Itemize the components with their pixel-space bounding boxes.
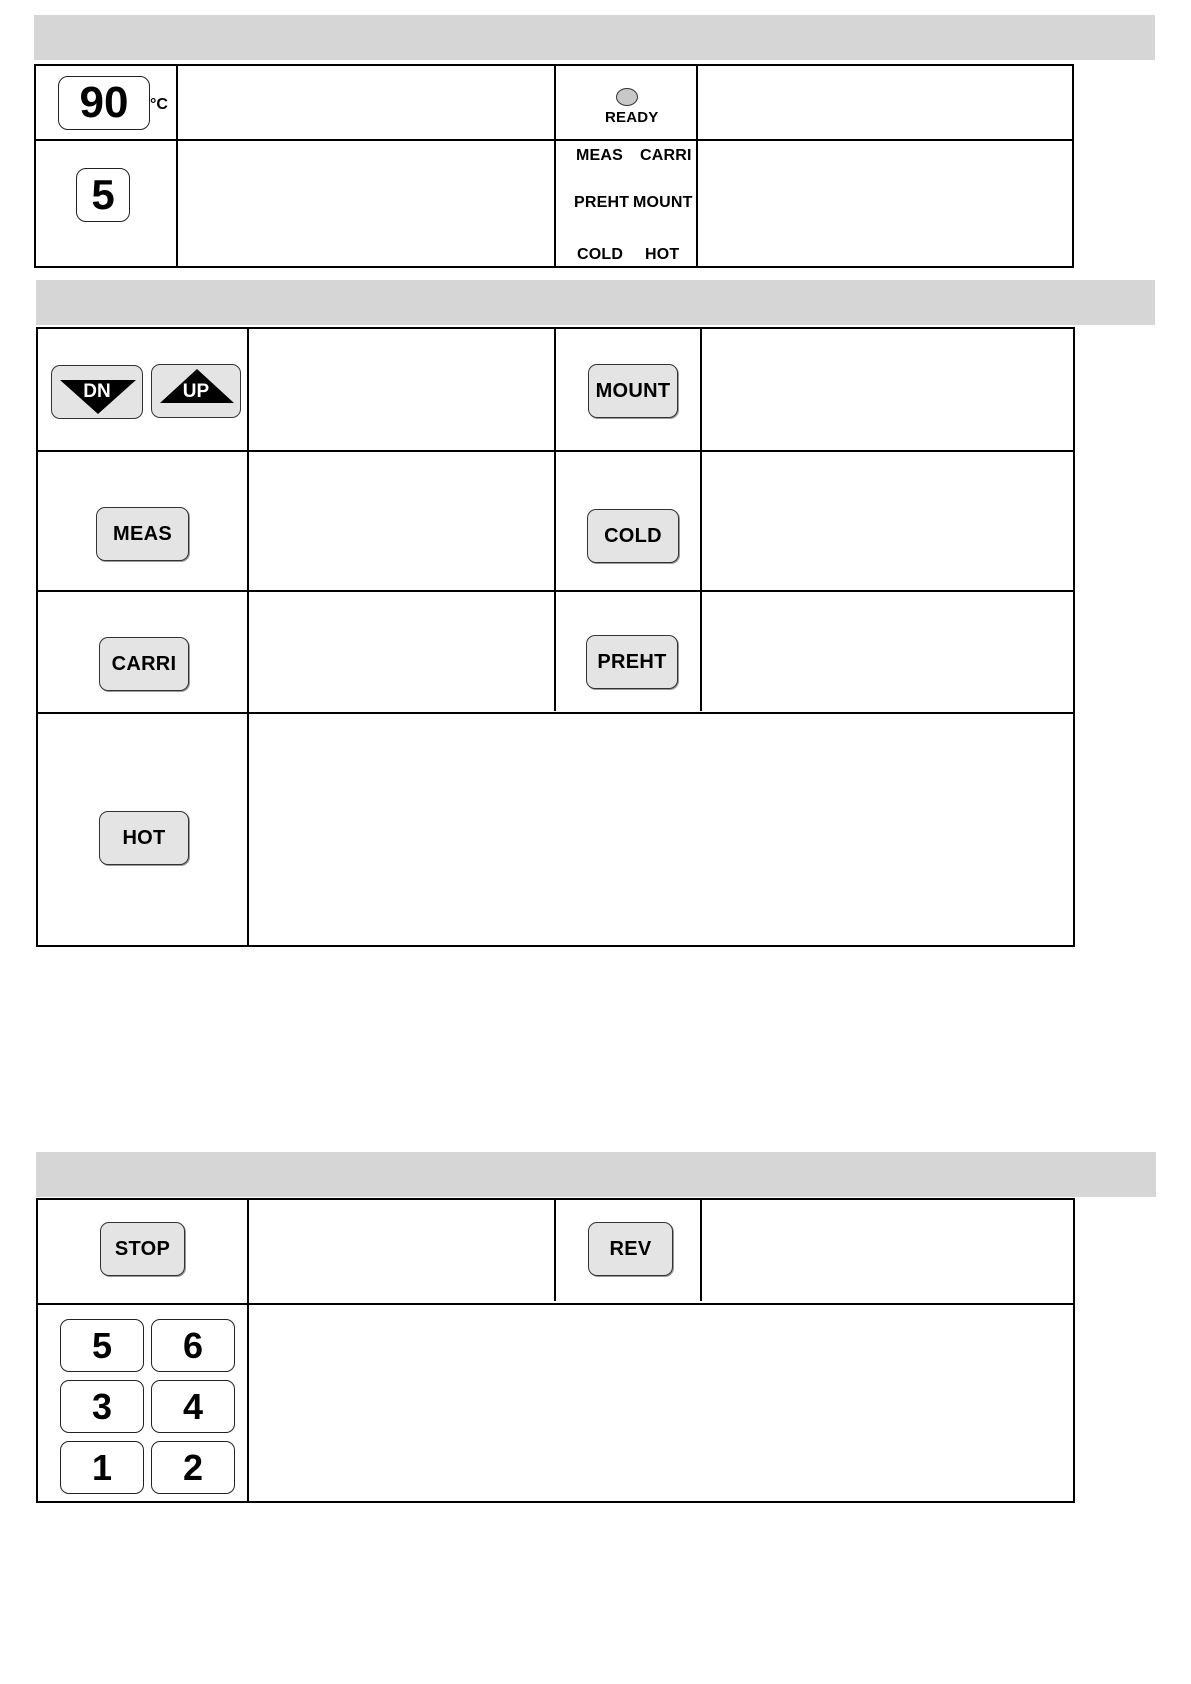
carri-button[interactable]: CARRI xyxy=(99,637,189,691)
cold-button[interactable]: COLD xyxy=(587,509,679,563)
display-table xyxy=(34,64,1074,268)
number-key-1[interactable]: 1 xyxy=(60,1441,144,1494)
indicator-hot: HOT xyxy=(645,246,680,263)
section-header-display xyxy=(34,15,1155,60)
program-display xyxy=(76,168,130,222)
control-keys-table xyxy=(36,327,1075,947)
meas-button[interactable]: MEAS xyxy=(96,507,189,561)
indicator-meas: MEAS xyxy=(576,147,624,164)
number-key-3[interactable]: 3 xyxy=(60,1380,144,1433)
indicator-mount: MOUNT xyxy=(633,194,693,211)
indicator-preht: PREHT xyxy=(574,194,630,211)
preht-button[interactable]: PREHT xyxy=(586,635,678,689)
section-header-drive xyxy=(36,1152,1156,1197)
section-header-controls xyxy=(36,280,1155,325)
up-label: UP xyxy=(182,381,210,402)
dn-label: DN xyxy=(83,381,111,402)
mount-button[interactable]: MOUNT xyxy=(588,364,678,418)
program-value: 5 xyxy=(91,171,115,218)
number-key-2[interactable]: 2 xyxy=(151,1441,235,1494)
temperature-value: 90 xyxy=(79,78,129,127)
ready-label: READY xyxy=(605,109,659,126)
number-key-5[interactable]: 5 xyxy=(60,1319,144,1372)
number-key-4[interactable]: 4 xyxy=(151,1380,235,1433)
temperature-display xyxy=(58,76,150,130)
stop-button[interactable]: STOP xyxy=(100,1222,185,1276)
ready-led-icon xyxy=(616,88,638,106)
indicator-carri: CARRI xyxy=(640,147,692,164)
drive-keys-table xyxy=(36,1198,1075,1503)
number-key-6[interactable]: 6 xyxy=(151,1319,235,1372)
dn-button[interactable] xyxy=(51,365,143,419)
up-button[interactable] xyxy=(151,364,241,418)
rev-button[interactable]: REV xyxy=(588,1222,673,1276)
temperature-unit: °C xyxy=(150,96,168,113)
indicator-cold: COLD xyxy=(577,246,624,263)
hot-button[interactable]: HOT xyxy=(99,811,189,865)
